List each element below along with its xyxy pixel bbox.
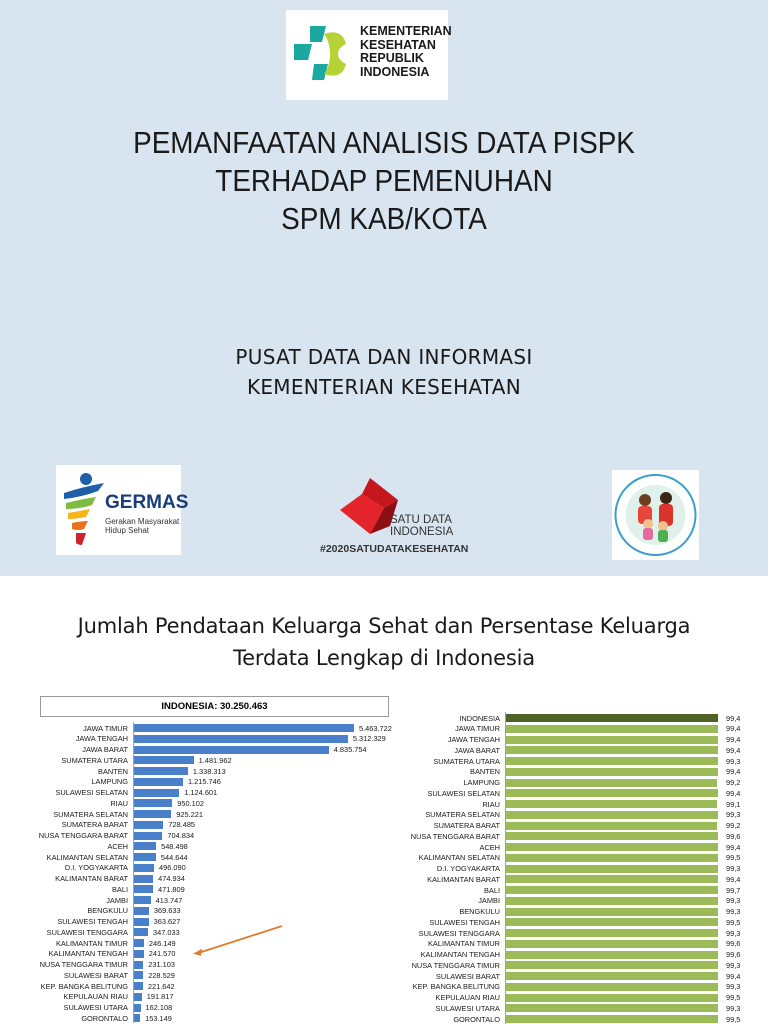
kemenkes-line: REPUBLIK [360, 51, 424, 65]
data-bar [134, 907, 149, 915]
category-label: KEP. BANGKA BELITUNG [412, 982, 500, 992]
data-bar [134, 950, 144, 958]
data-bar [134, 993, 142, 1001]
category-label: SUMATERA SELATAN [425, 810, 500, 820]
data-bar [134, 799, 172, 807]
data-bar [506, 725, 718, 733]
data-label: 496.090 [158, 863, 186, 873]
category-label: SULAWESI SELATAN [427, 788, 500, 798]
category-label: BALI [111, 884, 128, 894]
germas-subtitle [105, 517, 179, 535]
data-label: 99,2 [726, 821, 741, 830]
data-bar [134, 810, 171, 818]
data-bar [506, 811, 718, 819]
kemenkes-line: KESEHATAN [360, 37, 436, 52]
category-label: KALIMANTAN SELATAN [418, 853, 500, 863]
category-label: JAWA TENGAH [447, 735, 500, 744]
germas-sub-line: Hidup Sehat [105, 526, 150, 535]
subtitle-line: PUSAT DATA DAN INFORMASI [235, 345, 533, 369]
category-label: D.I. YOGYAKARTA [436, 864, 500, 873]
data-label: 162.108 [145, 1003, 173, 1012]
category-label: SUMATERA UTARA [61, 755, 128, 765]
data-label: 228.529 [148, 970, 175, 980]
category-label: JAWA TIMUR [83, 723, 128, 733]
category-label: SULAWESI TENGGARA [46, 927, 128, 937]
data-bar [506, 768, 718, 776]
category-label: RIAU [110, 798, 128, 808]
category-label: JAMBI [478, 896, 500, 906]
data-label: 99,7 [726, 885, 741, 895]
category-label: SULAWESI BARAT [63, 970, 128, 980]
data-label: 99,4 [726, 713, 741, 723]
category-label: JAWA BARAT [454, 745, 500, 755]
data-label: 231.103 [148, 960, 176, 969]
data-bar [134, 842, 156, 850]
keluarga-sehat-family-icon [612, 470, 699, 560]
data-label: 99,5 [726, 853, 741, 863]
data-label: 99,6 [726, 950, 741, 959]
category-label: SULAWESI TENGAH [429, 917, 500, 927]
data-bar [506, 994, 718, 1002]
data-bar [506, 714, 718, 722]
data-bar [134, 982, 143, 990]
data-bar [134, 821, 163, 829]
data-bar [506, 983, 718, 991]
data-bar [134, 789, 179, 797]
category-label: SULAWESI SELATAN [55, 788, 128, 797]
keluarga-sehat-logo [612, 470, 699, 560]
data-label: 99,3 [726, 896, 741, 906]
data-bar [506, 886, 718, 894]
data-label: 99,4 [726, 724, 741, 734]
data-bar [134, 875, 153, 883]
data-bar [506, 822, 717, 830]
data-bar [134, 885, 153, 893]
title-line: TERHADAP PEMENUHAN [215, 163, 553, 198]
data-bar [506, 918, 718, 926]
kemenkes-logo-text [360, 25, 452, 79]
category-label: ACEH [479, 842, 500, 852]
category-label: KALIMANTAN TENGAH [48, 949, 128, 959]
data-bar [134, 724, 354, 732]
data-label: 474.934 [158, 874, 185, 883]
data-bar [134, 918, 149, 926]
data-bar [506, 865, 718, 873]
satudata-logo [320, 478, 500, 558]
category-label: KALIMANTAN TIMUR [428, 939, 500, 949]
category-label: RIAU [482, 799, 500, 809]
data-label: 99,3 [726, 756, 741, 766]
data-bar [506, 800, 717, 808]
data-bar [134, 778, 183, 786]
data-label: 544.644 [160, 852, 188, 862]
kemenkes-line: KEMENTERIAN [360, 24, 452, 38]
data-label: 704.834 [167, 831, 195, 840]
data-label: 99,5 [726, 993, 741, 1002]
data-bar [506, 961, 718, 969]
data-label: 153.149 [145, 1013, 172, 1023]
data-label: 5.463.722 [359, 723, 392, 733]
category-label: BANTEN [470, 767, 500, 777]
data-bar [506, 757, 718, 765]
category-label: KALIMANTAN BARAT [55, 874, 128, 883]
data-bar [506, 951, 718, 959]
category-label: KEPULAUAN RIAU [435, 993, 500, 1002]
data-bar [134, 961, 143, 969]
category-label: KEP. BANGKA BELITUNG [40, 981, 128, 991]
data-bar [506, 832, 718, 840]
arrow-head [193, 949, 202, 956]
total-label: INDONESIA: 30.250.463 [40, 696, 389, 717]
category-label: KALIMANTAN TIMUR [56, 938, 128, 948]
satudata-name-line: INDONESIA [390, 526, 454, 538]
satudata-name [390, 514, 453, 538]
data-label: 246.149 [148, 938, 176, 948]
data-bar [506, 929, 718, 937]
category-label: NUSA TENGGARA BARAT [38, 831, 128, 840]
chart-slide-title-line: Jumlah Pendataan Keluarga Sehat dan Persentase Keluarga [77, 614, 691, 638]
data-bar [134, 928, 148, 936]
arrow-shaft [196, 926, 282, 954]
data-bar [506, 789, 718, 797]
data-label: 99,4 [726, 767, 741, 777]
page-title [38, 124, 729, 238]
data-bar [134, 1014, 140, 1022]
data-bar [506, 854, 718, 862]
data-label: 99,5 [726, 917, 741, 927]
data-bar [506, 908, 718, 916]
data-label: 191.817 [146, 992, 174, 1002]
data-label: 471.809 [157, 884, 185, 894]
data-bar [134, 735, 348, 743]
data-label: 99,2 [726, 778, 741, 787]
data-label: 99,3 [726, 960, 741, 970]
data-bar [506, 779, 717, 787]
data-label: 99,4 [726, 971, 741, 981]
data-label: 221.642 [147, 981, 175, 991]
chart-slide-title [0, 610, 768, 674]
data-label: 99,3 [726, 907, 741, 916]
title-line: PEMANFAATAN ANALISIS DATA PISPK [133, 125, 635, 160]
data-bar [134, 1004, 141, 1012]
satudata-name-line: SATU DATA [390, 514, 452, 526]
data-label: 950.102 [177, 798, 204, 808]
category-label: BENGKULU [87, 906, 128, 916]
category-label: SUMATERA BARAT [61, 820, 128, 830]
data-label: 1.338.313 [192, 766, 226, 776]
category-label: GORONTALO [81, 1013, 128, 1023]
data-bar [506, 897, 718, 905]
data-label: 99,4 [726, 788, 741, 798]
kemenkes-emblem-icon [290, 20, 356, 86]
data-label: 369.633 [153, 906, 181, 916]
data-label: 99,3 [726, 1003, 741, 1013]
data-label: 99,6 [726, 939, 741, 949]
data-label: 1.215.746 [187, 777, 221, 787]
category-label: SUMATERA UTARA [433, 756, 500, 766]
category-label: SULAWESI UTARA [63, 1003, 128, 1012]
category-label: GORONTALO [453, 1014, 500, 1024]
category-label: NUSA TENGGARA TIMUR [411, 960, 500, 970]
data-bar [134, 896, 151, 904]
data-label: 99,1 [726, 799, 741, 809]
data-bar [134, 939, 144, 947]
data-label: 1.124.601 [184, 788, 218, 797]
data-bar [506, 1004, 718, 1012]
category-label: SULAWESI BARAT [435, 971, 500, 981]
data-bar [506, 746, 718, 754]
category-label: JAWA TENGAH [75, 734, 128, 744]
data-label: 99,3 [726, 864, 741, 873]
data-label: 99,3 [726, 810, 741, 820]
data-label: 347.033 [152, 927, 180, 937]
category-label: NUSA TENGGARA TIMUR [39, 960, 128, 969]
data-label: 241.570 [148, 949, 176, 959]
category-label: LAMPUNG [463, 778, 500, 787]
data-bar [506, 1015, 718, 1023]
chart-slide-title-line: Terdata Lengkap di Indonesia [233, 646, 535, 670]
germas-figure-icon [58, 469, 108, 551]
title-line: SPM KAB/KOTA [281, 201, 487, 236]
category-label: JAMBI [106, 895, 128, 905]
category-label: JAWA BARAT [82, 745, 128, 754]
germas-title: GERMAS [105, 492, 189, 513]
data-bar [134, 832, 162, 840]
data-label: 728.485 [168, 820, 196, 830]
subtitle [0, 342, 768, 402]
data-bar [134, 853, 156, 861]
data-bar [134, 756, 194, 764]
category-label: BENGKULU [459, 907, 500, 916]
data-label: 99,4 [726, 735, 741, 744]
data-label: 5.312.329 [352, 734, 386, 744]
data-bar [134, 746, 329, 754]
category-label: BALI [483, 885, 500, 895]
category-label: INDONESIA [459, 713, 500, 723]
data-bar [134, 971, 143, 979]
subtitle-line: KEMENTERIAN KESEHATAN [246, 375, 522, 399]
data-bar [506, 843, 718, 851]
category-label: JAWA TIMUR [455, 724, 500, 734]
satudata-hashtag: #2020SATUDATAKESEHATAN [320, 543, 469, 555]
category-label: SULAWESI UTARA [435, 1003, 500, 1013]
data-bar [506, 972, 718, 980]
data-label: 99,6 [726, 831, 741, 841]
category-label: ACEH [107, 841, 128, 851]
data-label: 363.627 [153, 917, 181, 926]
category-label: SUMATERA BARAT [433, 821, 500, 830]
category-label: LAMPUNG [91, 777, 128, 787]
data-bar [506, 940, 718, 948]
data-bar [134, 767, 188, 775]
data-label: 99,4 [726, 842, 741, 852]
category-label: KEPULAUAN RIAU [63, 992, 128, 1002]
data-label: 548.498 [161, 841, 188, 851]
category-label: SULAWESI TENGGARA [418, 928, 500, 938]
category-label: D.I. YOGYAKARTA [64, 863, 128, 873]
category-label: KALIMANTAN SELATAN [46, 852, 128, 862]
data-bar [506, 875, 718, 883]
data-label: 1.481.962 [198, 755, 232, 765]
data-label: 4.835.754 [333, 745, 367, 754]
category-label: SULAWESI TENGAH [57, 917, 128, 926]
kemenkes-line: INDONESIA [360, 64, 430, 79]
kemenkes-logo [286, 10, 452, 100]
category-label: BANTEN [98, 766, 128, 776]
category-label: KALIMANTAN BARAT [427, 874, 500, 884]
data-label: 925.221 [176, 809, 203, 819]
category-label: NUSA TENGGARA BARAT [410, 831, 500, 841]
data-label: 99,3 [726, 928, 741, 938]
data-label: 99,3 [726, 982, 741, 992]
data-label: 99,4 [726, 874, 741, 884]
category-label: SUMATERA SELATAN [53, 809, 128, 819]
data-label: 99,4 [726, 745, 741, 755]
germas-logo [56, 465, 189, 555]
germas-sub-line: Gerakan Masyarakat [105, 517, 180, 526]
data-label: 99,5 [726, 1014, 741, 1024]
data-bar [134, 864, 154, 872]
data-bar [506, 736, 718, 744]
data-label: 413.747 [155, 895, 183, 905]
category-label: KALIMANTAN TENGAH [420, 950, 500, 959]
